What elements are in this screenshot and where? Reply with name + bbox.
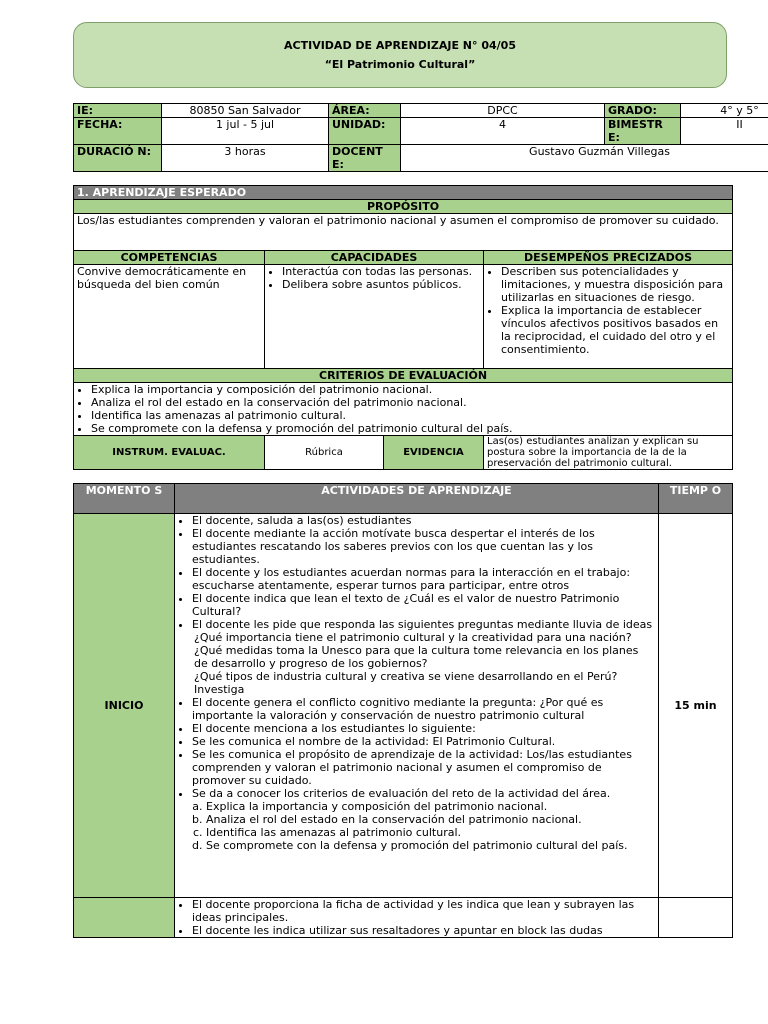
unidad-label: UNIDAD: bbox=[329, 118, 401, 145]
list-item: c. Identifica las amenazas al patrimonio cultural. bbox=[206, 826, 655, 839]
list-item: • Se compromete con la defensa y promoción del patrimonio cultural del país. bbox=[91, 422, 729, 435]
grado-value: 4° y 5° bbox=[681, 104, 768, 118]
desarrollo-tiempo bbox=[659, 898, 733, 938]
criterios-list bbox=[77, 383, 729, 435]
list-item: • El docente les pide que responda las siguientes preguntas mediante lluvia de ideas bbox=[192, 618, 655, 631]
inicio-label: INICIO bbox=[74, 514, 175, 898]
list-item: • Describen sus potencialidades y limitaciones, y muestra disposición para utilizarlas en situaciones de riesgo. bbox=[501, 265, 729, 304]
proposito-text: Los/las estudiantes comprenden y valoran el patrimonio nacional y asumen el compromiso de promover su cuidado. bbox=[74, 214, 733, 251]
capacidades-label: CAPACIDADES bbox=[265, 251, 484, 265]
evidencia-label: EVIDENCIA bbox=[384, 436, 484, 470]
criterios-ordered-list bbox=[178, 800, 655, 852]
list-item: • Interactúa con todas las personas. bbox=[282, 265, 480, 278]
ie-value: 80850 San Salvador bbox=[162, 104, 329, 118]
list-item: • Analiza el rol del estado en la conservación del patrimonio nacional. bbox=[91, 396, 729, 409]
list-item: a. Explica la importancia y composición del patrimonio nacional. bbox=[206, 800, 655, 813]
list-item: • Delibera sobre asuntos públicos. bbox=[282, 278, 480, 291]
title-box bbox=[73, 22, 727, 88]
bimestre-label: BIMESTR E: bbox=[605, 118, 681, 145]
section-title: 1. APRENDIZAJE ESPERADO bbox=[74, 186, 733, 200]
desarrollo-list bbox=[178, 898, 655, 937]
tiempo-header: TIEMP O bbox=[659, 484, 733, 514]
list-item: • El docente les indica utilizar sus resaltadores y apuntar en block las dudas bbox=[192, 924, 655, 937]
list-item: b. Analiza el rol del estado en la conservación del patrimonio nacional. bbox=[206, 813, 655, 826]
competencia-text: Convive democráticamente en búsqueda del bien común bbox=[74, 265, 265, 369]
pregunta: ¿Qué medidas toma la Unesco para que la cultura tome relevancia en los planes de desarrollo y progreso de los gobiernos? bbox=[194, 644, 639, 670]
duracion-label: DURACIÓ N: bbox=[74, 145, 162, 172]
ie-label: IE: bbox=[74, 104, 162, 118]
area-value: DPCC bbox=[401, 104, 605, 118]
fecha-label: FECHA: bbox=[74, 118, 162, 145]
desempenos-label: DESEMPEÑOS PRECIZADOS bbox=[484, 251, 733, 265]
pregunta: ¿Qué importancia tiene el patrimonio cultural y la creatividad para una nación? bbox=[194, 631, 632, 644]
list-item: • Explica la importancia y composición del patrimonio nacional. bbox=[91, 383, 729, 396]
pregunta: ¿Qué tipos de industria cultural y creativa se viene desarrollando en el Perú? Investiga bbox=[194, 670, 618, 696]
list-item: • El docente y los estudiantes acuerdan normas para la interacción en el trabajo: escucharse atentamente, esperar turnos para participar, entre otros bbox=[192, 566, 655, 592]
bimestre-value: II bbox=[681, 118, 768, 145]
unidad-value: 4 bbox=[401, 118, 605, 145]
proposito-label: PROPÓSITO bbox=[74, 200, 733, 214]
list-item: • Se da a conocer los criterios de evaluación del reto de la actividad del área. bbox=[192, 787, 655, 800]
actividades-table bbox=[73, 483, 733, 938]
desempenos-list bbox=[487, 265, 729, 356]
page-subtitle: “El Patrimonio Cultural” bbox=[324, 58, 476, 71]
info-table bbox=[73, 103, 768, 172]
duracion-value: 3 horas bbox=[162, 145, 329, 172]
docente-label: DOCENT E: bbox=[329, 145, 401, 172]
list-item: • El docente indica que lean el texto de ¿Cuál es el valor de nuestro Patrimonio Cultural? bbox=[192, 592, 655, 618]
instrum-value: Rúbrica bbox=[265, 436, 384, 470]
criterios-label: CRITERIOS DE EVALUACIÓN bbox=[74, 369, 733, 383]
aprendizaje-table bbox=[73, 185, 733, 470]
momentos-header: MOMENTO S bbox=[74, 484, 175, 514]
list-item: • Identifica las amenazas al patrimonio cultural. bbox=[91, 409, 729, 422]
competencias-label: COMPETENCIAS bbox=[74, 251, 265, 265]
docente-value: Gustavo Guzmán Villegas bbox=[401, 145, 768, 172]
list-item: • El docente genera el conflicto cognitivo mediante la pregunta: ¿Por qué es importante la valoración y conservación de nuestro patrimonio cultural bbox=[192, 696, 655, 722]
capacidades-list bbox=[268, 265, 480, 291]
inicio-tiempo: 15 min bbox=[659, 514, 733, 898]
list-item: d. Se compromete con la defensa y promoción del patrimonio cultural del país. bbox=[206, 839, 655, 852]
instrum-label: INSTRUM. EVALUAC. bbox=[74, 436, 265, 470]
list-item: • El docente proporciona la ficha de actividad y les indica que lean y subrayen las ideas principales. bbox=[192, 898, 655, 924]
evidencia-value: Las(os) estudiantes analizan y explican su postura sobre la importancia de la de la preservación del patrimonio cultural. bbox=[484, 436, 733, 470]
fecha-value: 1 jul - 5 jul bbox=[162, 118, 329, 145]
page-title: ACTIVIDAD DE APRENDIZAJE N° 04/05 bbox=[284, 39, 516, 52]
list-item: • Explica la importancia de establecer vínculos afectivos positivos basados en la reciprocidad, el cuidado del otro y el consentimiento. bbox=[501, 304, 729, 356]
list-item: • El docente mediante la acción motívate busca despertar el interés de los estudiantes rescatando los saberes previos con los que cuentan las y los estudiantes. bbox=[192, 527, 655, 566]
list-item: • Se les comunica el nombre de la actividad: El Patrimonio Cultural. bbox=[192, 735, 655, 748]
actividades-header: ACTIVIDADES DE APRENDIZAJE bbox=[175, 484, 659, 514]
list-item: • El docente menciona a los estudiantes lo siguiente: bbox=[192, 722, 655, 735]
list-item: • Se les comunica el propósito de aprendizaje de la actividad: Los/las estudiantes comprenden y valoran el patrimonio nacional y asumen el compromiso de promover su cuidado. bbox=[192, 748, 655, 787]
grado-label: GRADO: bbox=[605, 104, 681, 118]
inicio-list-2 bbox=[178, 696, 655, 800]
desarrollo-cell bbox=[74, 898, 175, 938]
area-label: ÁREA: bbox=[329, 104, 401, 118]
list-item: • El docente, saluda a las(os) estudiantes bbox=[192, 514, 655, 527]
inicio-list bbox=[178, 514, 655, 631]
